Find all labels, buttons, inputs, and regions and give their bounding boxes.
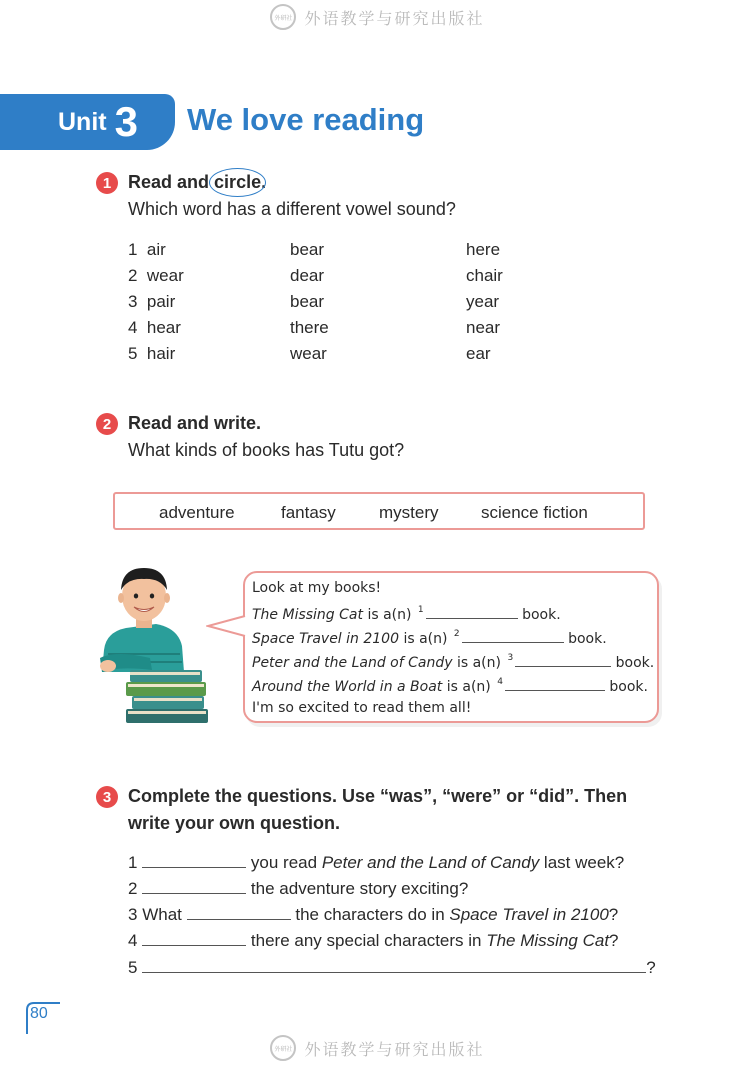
book-title: The Missing Cat — [252, 607, 363, 623]
question-number: 1 — [128, 853, 138, 872]
question-text: ? — [646, 958, 656, 977]
question-text: there any special characters in — [246, 931, 487, 950]
section-2-badge: 2 — [96, 413, 118, 435]
answer-blank-2[interactable] — [462, 628, 564, 643]
section-3-badge: 3 — [96, 786, 118, 808]
publisher-logo: 外研社 — [270, 4, 296, 30]
book-title: Space Travel in 2100 — [449, 905, 609, 924]
page-number: 80 — [30, 1005, 48, 1022]
row-word-b: there — [290, 318, 329, 337]
book-title: The Missing Cat — [486, 931, 610, 950]
section-2-subtitle: What kinds of books has Tutu got? — [128, 440, 405, 460]
question-2 — [128, 877, 468, 899]
row-word-b: bear — [290, 292, 325, 311]
section-1-subtitle: Which word has a different vowel sound? — [128, 199, 456, 219]
publisher-name: 外语教学与研究出版社 — [304, 8, 485, 28]
question-text: ? — [608, 905, 619, 924]
word-option: adventure — [159, 503, 235, 522]
row-word-c: chair — [466, 266, 503, 285]
question-number: 3 — [128, 905, 138, 924]
bubble-text: is a(n) — [452, 655, 506, 671]
section-1-title — [128, 172, 266, 193]
bubble-text: is a(n) — [442, 679, 496, 695]
row-word-c: year — [466, 292, 500, 311]
question-number: 4 — [128, 931, 138, 950]
question-text: What — [142, 905, 182, 924]
question-text: ? — [609, 931, 619, 950]
publisher-header — [0, 4, 755, 30]
row-word-a: 5 hair — [128, 344, 176, 363]
unit-title: We love reading — [187, 102, 425, 137]
unit-number: 3 — [114, 98, 138, 145]
bubble-text: book. — [611, 655, 655, 671]
question-text: the characters do in — [290, 905, 450, 924]
section-2-title: Read and write. — [128, 413, 262, 433]
section-3-title-line-1: Complete the questions. Use “was”, “were” or “did”. Then — [128, 786, 628, 806]
word-box — [113, 492, 645, 530]
bubble-text: is a(n) — [363, 607, 416, 623]
row-word-a: 2 wear — [128, 266, 184, 285]
bubble-line-4 — [252, 676, 648, 695]
row-word-c: near — [466, 318, 501, 337]
answer-blank-4[interactable] — [505, 676, 605, 691]
question-3 — [128, 903, 618, 925]
row-word-c: here — [466, 240, 501, 259]
bubble-outro: I'm so excited to read them all! — [252, 700, 472, 716]
word-option: fantasy — [281, 503, 336, 522]
blank-number: 4 — [497, 677, 503, 687]
row-word-a: 3 pair — [128, 292, 176, 311]
publisher-footer — [0, 1035, 755, 1061]
row-word-c: ear — [466, 344, 491, 363]
unit-label: Unit — [58, 107, 107, 136]
answer-blank-3[interactable] — [515, 652, 611, 667]
speech-bubble — [243, 571, 659, 723]
blank-number: 2 — [453, 629, 460, 639]
boy-with-books-illustration — [96, 562, 216, 732]
question-number: 5 — [128, 958, 138, 977]
row-word-a: 1 air — [128, 240, 166, 259]
question-number: 2 — [128, 879, 138, 898]
bubble-text: book. — [563, 631, 607, 647]
book-title: Peter and the Land of Candy — [252, 655, 453, 671]
section-1-title-text: Read and — [128, 172, 210, 192]
row-word-b: bear — [290, 240, 325, 259]
book-title: Space Travel in 2100 — [252, 631, 399, 647]
word-option: science fiction — [481, 503, 588, 522]
question-1 — [128, 851, 624, 873]
unit-tab — [0, 94, 175, 150]
blank-number: 1 — [417, 605, 424, 615]
question-5 — [128, 956, 656, 978]
word-option: mystery — [379, 503, 439, 522]
answer-blank-1[interactable] — [426, 604, 518, 619]
section-1-badge: 1 — [96, 172, 118, 194]
question-text: the adventure story exciting? — [246, 879, 469, 898]
row-word-b: dear — [290, 266, 325, 285]
question-3-blank[interactable] — [187, 903, 291, 920]
book-title: Peter and the Land of Candy — [321, 853, 540, 872]
blank-number: 3 — [507, 653, 514, 663]
question-2-blank[interactable] — [142, 877, 246, 894]
question-text: you read — [246, 853, 322, 872]
question-4 — [128, 929, 619, 951]
question-4-blank[interactable] — [142, 929, 246, 946]
circled-word: circle — [214, 172, 262, 192]
bubble-line-2 — [252, 628, 607, 647]
bubble-text: book. — [517, 607, 561, 623]
bubble-text: book. — [604, 679, 648, 695]
bubble-text: is a(n) — [399, 631, 452, 647]
bubble-line-1 — [252, 604, 561, 623]
bubble-intro: Look at my books! — [252, 580, 382, 596]
section-3-title-line-2: write your own question. — [128, 813, 341, 833]
row-word-a: 4 hear — [128, 318, 181, 337]
bubble-line-3 — [252, 652, 654, 671]
question-1-blank[interactable] — [142, 851, 246, 868]
section-1-title-period: . — [261, 172, 267, 192]
question-5-blank[interactable] — [142, 956, 646, 973]
row-word-b: wear — [290, 344, 327, 363]
publisher-logo: 外研社 — [270, 1035, 296, 1061]
book-title: Around the World in a Boat — [252, 679, 443, 695]
publisher-name: 外语教学与研究出版社 — [304, 1039, 485, 1059]
bubble-tail — [206, 614, 246, 644]
question-text: last week? — [539, 853, 625, 872]
